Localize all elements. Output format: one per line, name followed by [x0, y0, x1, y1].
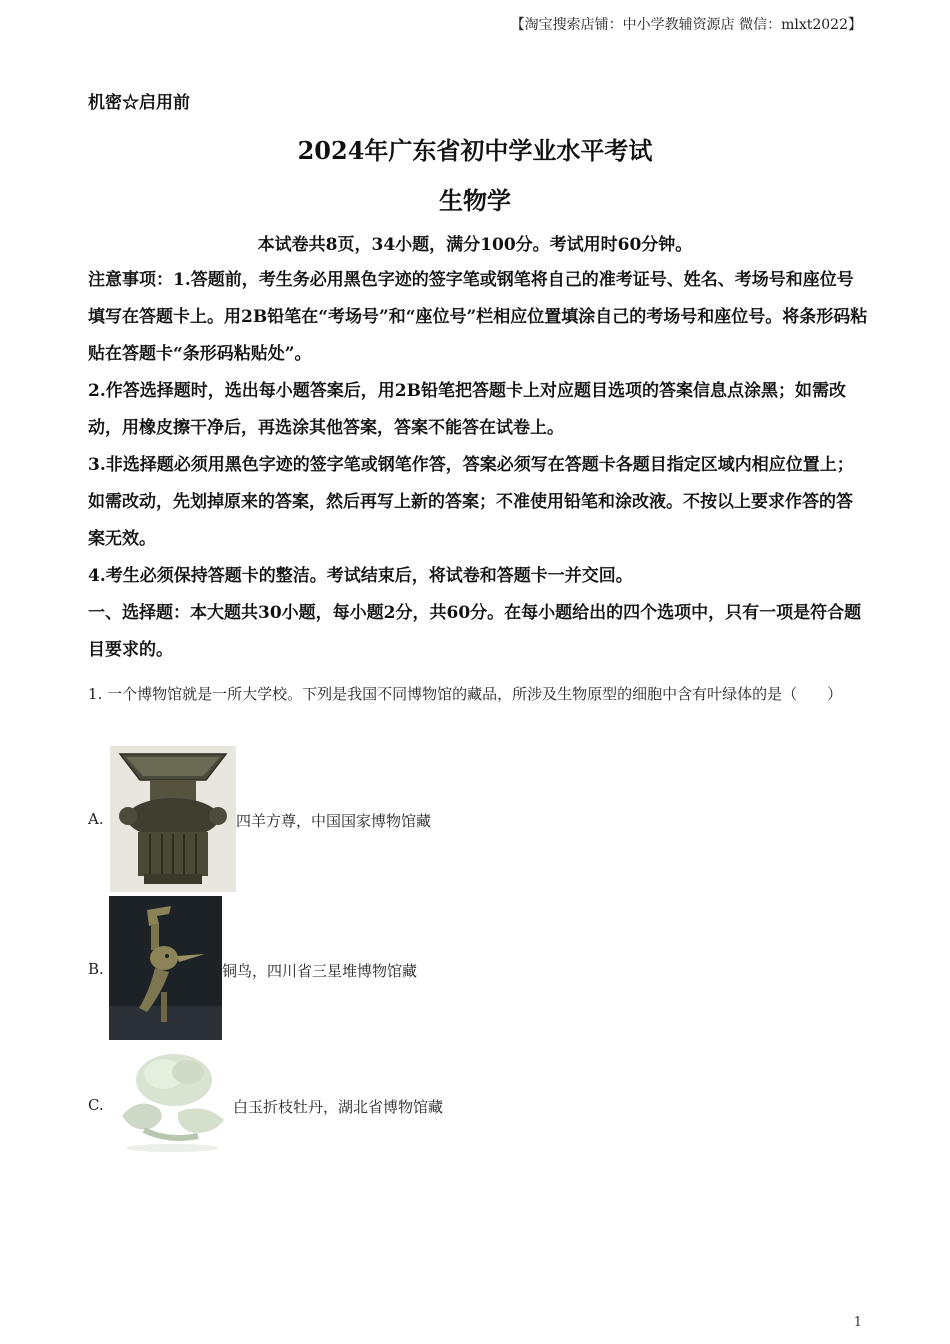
- option-b[interactable]: [88, 896, 588, 1040]
- bronze-zun-vessel-icon: [110, 746, 236, 892]
- option-b-letter: B.: [88, 960, 104, 978]
- section-heading: 一、选择题：本大题共30小题，每小题2分，共60分。在每小题给出的四个选项中，只有一项是符合题目要求的。: [88, 603, 862, 660]
- option-c-letter: C.: [88, 1096, 104, 1114]
- option-a-caption: 四羊方尊，中国国家博物馆藏: [236, 812, 432, 830]
- exam-subject: 生物学: [439, 186, 511, 215]
- shop-note: 【淘宝搜索店铺：中小学教辅资源店 微信：mlxt2022】: [510, 17, 862, 33]
- notice-2: 2.作答选择题时，选出每小题答案后，用2B铅笔把答题卡上对应题目选项的答案信息点涂黑；如需改动，用橡皮擦干净后，再选涂其他答案，答案不能答在试卷上。: [88, 381, 846, 438]
- exam-title: 2024年广东省初中学业水平考试: [297, 136, 653, 165]
- option-c-caption: 白玉折枝牡丹，湖北省博物馆藏: [233, 1098, 444, 1116]
- option-b-caption: 铜鸟，四川省三星堆博物馆藏: [222, 962, 418, 980]
- white-jade-peony-icon: [108, 1046, 234, 1154]
- option-a-letter: A.: [88, 810, 104, 828]
- notice-1: 注意事项：1.答题前，考生务必用黑色字迹的签字笔或钢笔将自己的准考证号、姓名、考场号和座位号填写在答题卡上。用2B铅笔在“考场号”和“座位号”栏相应位置填涂自己的考场号和座位号。将条形码粘贴在答题卡“条形码粘贴处”。: [88, 270, 868, 364]
- notice-4: 4.考生必须保持答题卡的整洁。考试结束后，将试卷和答题卡一并交回。: [88, 566, 633, 586]
- notice-block: [88, 262, 868, 669]
- page-number: 1: [853, 1315, 862, 1330]
- option-c[interactable]: [88, 1046, 588, 1154]
- exam-intro: 本试卷共8页，34小题，满分100分。考试用时60分钟。: [257, 235, 693, 255]
- option-a[interactable]: [88, 746, 588, 892]
- notice-3: 3.非选择题必须用黑色字迹的签字笔或钢笔作答，答案必须写在答题卡各题目指定区域内相应位置上；如需改动，先划掉原来的答案，然后再写上新的答案；不准使用铅笔和涂改液。不按以上要求作答的答案无效。: [88, 455, 854, 549]
- confidential-label: 机密☆启用前: [88, 93, 190, 113]
- bronze-bird-icon: [109, 896, 222, 1040]
- question-1-stem: 1. 一个博物馆就是一所大学校。下列是我国不同博物馆的藏品，所涉及生物原型的细胞中含有叶绿体的是（ ）: [88, 685, 843, 703]
